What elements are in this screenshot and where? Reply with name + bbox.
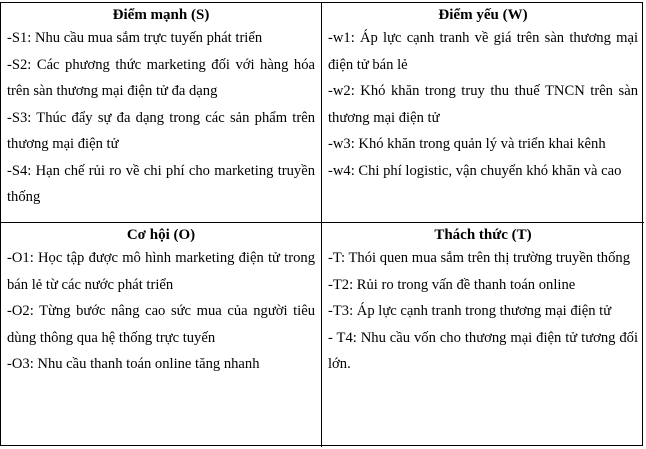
strength-item: -S3: Thúc đẩy sự đa dạng trong các sản phẩm trên thương mại điện tử	[7, 109, 315, 152]
strengths-cell	[1, 3, 322, 223]
weakness-item: -w2: Khó khăn trong truy thu thuế TNCN trên sàn thương mại điện tử	[328, 83, 638, 126]
threat-item: -T: Thói quen mua sắm trên thị trường truyền thống	[328, 250, 630, 266]
weakness-item: -w1: Áp lực cạnh tranh về giá trên sàn thương mại điện tử bán lẻ	[328, 30, 638, 73]
weakness-item: -w3: Khó khăn trong quản lý và triển khai kênh	[328, 136, 606, 152]
strength-item: -S2: Các phương thức marketing đối với hàng hóa trên sàn thương mại điện tử đa dạng	[7, 56, 315, 99]
threat-item: - T4: Nhu cầu vốn cho thương mại điện tử tương đối lớn.	[328, 329, 638, 372]
opportunities-cell	[1, 223, 322, 447]
opportunities-heading: Cơ hội (O)	[126, 227, 196, 243]
strengths-heading: Điểm mạnh (S)	[112, 7, 210, 23]
strength-item: -S4: Hạn chế rủi ro về chi phí cho marketing truyền thống	[7, 162, 315, 205]
threat-item: -T2: Rủi ro trong vấn đề thanh toán online	[328, 276, 576, 293]
weakness-item: -w4: Chi phí logistic, vận chuyển khó khăn và cao	[328, 162, 622, 179]
threats-heading: Thách thức (T)	[434, 227, 532, 243]
weaknesses-heading: Điểm yếu (W)	[438, 7, 528, 23]
weaknesses-cell	[322, 3, 644, 223]
strength-item: -S1: Nhu cầu mua sắm trực tuyến phát triển	[7, 30, 263, 46]
opportunity-item: -O2: Từng bước nâng cao sức mua của người tiêu dùng thông qua hệ thống trực tuyến	[7, 303, 315, 346]
swot-table	[0, 2, 643, 446]
opportunity-item: -O3: Nhu cầu thanh toán online tăng nhanh	[7, 356, 260, 372]
threat-item: -T3: Áp lực cạnh tranh trong thương mại điện tử	[328, 303, 612, 319]
threats-cell	[322, 223, 644, 447]
opportunity-item: -O1: Học tập được mô hình marketing điện tử trong bán lẻ từ các nước phát triển	[7, 250, 315, 293]
